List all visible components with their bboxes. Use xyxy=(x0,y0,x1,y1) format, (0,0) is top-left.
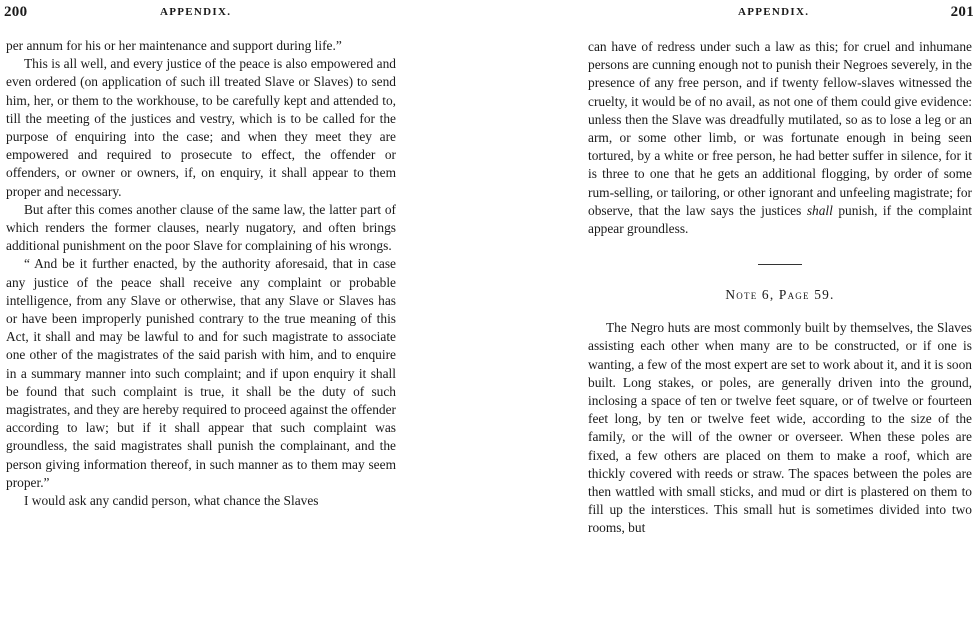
note-heading: Note 6, Page 59. xyxy=(725,287,835,303)
right-continuation-paragraph xyxy=(588,38,972,238)
right-page-header xyxy=(588,0,980,30)
section-divider-rule xyxy=(758,264,802,265)
left-page xyxy=(0,0,400,641)
note-paragraph: The Negro huts are most commonly built by themselves, the Slaves assisting each other when many are to be constructed, or if one is wanting, a few of the most expert are set to work about it, and it is soon built. Long stakes, or poles, are generally driven into the ground, inclosing a space of ten or twelve feet square, or of twelve or fourteen feet long, by ten or twelve feet wide, according to the size of the family, or the will of the owner or overseer. When these poles are fixed, a few others are placed on them to make a roof, which are thickly covered with reeds or straw. The spaces between the poles are then wattled with small sticks, and mud or dirt is plastered on them to fill up the interstices. This small hut is sometimes divided into two rooms, but xyxy=(588,320,972,536)
left-paragraph-1: per annum for his or her maintenance and support during life.” xyxy=(6,38,342,53)
right-running-head: APPENDIX. xyxy=(738,6,810,18)
left-paragraph-4: “ And be it further enacted, by the authority aforesaid, that in case any justice of the peace shall receive any complaint or probable intelligence, from any Slave or otherwise, that any Slave or Slaves has or have been improperly punished contrary to the true meaning of this Act, it shall and may be lawful to and for such magistrate to associate one other of the magistrates of the said parish with him, and to enquire in a summary manner into such complaint; and if upon enquiry it shall be found that such complaint is true, it shall be the duty of such magistrates, and they are hereby required to proceed against the offender according to law; but if it shall appear that such complaint was groundless, the said magistrates shall punish the complainant, and the person giving information thereof, in such manner as to them may seem proper.” xyxy=(6,256,396,490)
continuation-text-before: can have of redress under such a law as this; for cruel and inhumane persons are cunning enough not to punish their Negroes severely, in the presence of any free person, and if twenty fellow-slaves witnessed the cruelty, it would be of no avail, as not one of them could give evidence: unless then the Slave was dreadfully mutilated, so as to lose a leg or an arm, or some other limb, or was fortunate enough in being seen tortured, by a white or free person, he had better suffer in silence, for it is three to one that he gets an additional flogging, by order of some rum-selling, or tailoring, or other ignorant and unfeeling magistrate; for observe, that the law says the justices xyxy=(588,39,972,218)
right-page-body xyxy=(588,38,980,538)
continuation-text-after: punish, if the complaint appear groundless. xyxy=(588,202,972,237)
left-page-header xyxy=(0,0,400,30)
left-paragraph-3: But after this comes another clause of the same law, the latter part of which renders the former clauses, nearly nugatory, and often brings additional punishment on the poor Slave for complaining of his wrongs. xyxy=(6,201,396,254)
left-page-body xyxy=(0,37,400,510)
right-page xyxy=(588,0,980,641)
emphasis-shall: shall xyxy=(806,202,833,218)
right-page-number: 201 xyxy=(950,4,974,20)
left-page-number: 200 xyxy=(4,4,28,20)
left-paragraph-2: This is all well, and every justice of the peace is also empowered and even ordered (on application of such ill treated Slave or Slaves) to send him, her, or them to the workhouse, to be carefully kept and attended to, till the meeting of the justices and vestry, which is to be called for the purpose of enquiring into the case; and when they meet they are empowered and required to prosecute to effect, the offender or offenders, or owner or owners, if, on enquiry, it shall appear to them proper and necessary. xyxy=(6,56,396,199)
left-paragraph-5: I would ask any candid person, what chance the Slaves xyxy=(24,493,319,509)
left-running-head: APPENDIX. xyxy=(160,6,232,18)
